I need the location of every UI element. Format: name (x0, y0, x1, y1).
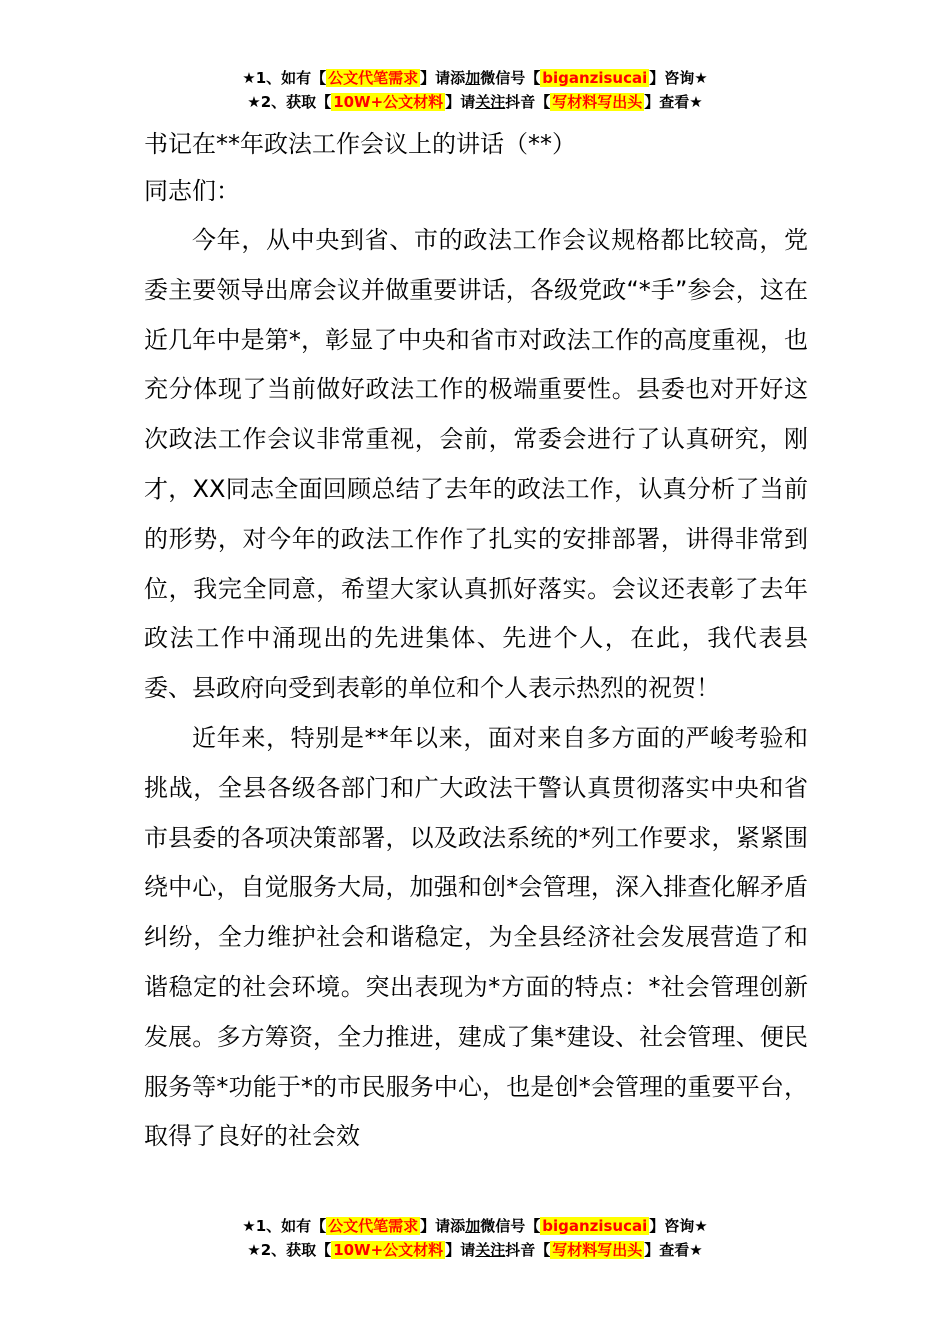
promo-line-1 (0, 1214, 950, 1238)
promo-text: 】请 (445, 93, 476, 111)
promo-text: 关注 (475, 1241, 506, 1259)
promo-text: 抖音【 (505, 93, 551, 111)
promo-highlight: biganzisucai (542, 1217, 648, 1235)
promo-text: 微信号【 (480, 69, 541, 87)
promo-highlight: 写材料写出头 (552, 93, 643, 111)
promo-line-2 (0, 90, 950, 114)
promo-text: 】咨询★ (649, 1217, 708, 1235)
paragraph: 今年，从中央到省、市的政法工作会议规格都比较高，党委主要领导出席会议并做重要讲话，各级党政“*手”参会，这在近几年中是第*，彰显了中央和省市对政法工作的高度重视，也充分体现了当前做好政法工作的极端重要性。县委也对开好这次政法工作会议非常重视，会前，常委会进行了认真研究，刚才，XX同志全面回顾总结了去年的政法工作，认真分析了当前的形势，对今年的政法工作作了扎实的安排部署，讲得非常到位，我完全同意，希望大家认真抓好落实。会议还表彰了去年政法工作中涌现出的先进集体、先进个人，在此，我代表县委、县政府向受到表彰的单位和个人表示热烈的祝贺！ (144, 226, 808, 703)
promo-text: 】咨询★ (649, 69, 708, 87)
promo-banner-bottom (0, 1214, 950, 1262)
promo-highlight: 写材料写出头 (552, 1241, 643, 1259)
paragraph: 近年来，特别是**年以来，面对来自多方面的严峻考验和挑战，全县各级各部门和广大政法干警认真贯彻落实中央和省市县委的各项决策部署，以及政法系统的*列工作要求，紧紧围绕中心，自觉服务大局，加强和创*会管理，深入排查化解矛盾纠纷，全力维护社会和谐稳定，为全县经济社会发展营造了和谐稳定的社会环境。突出表现为*方面的特点：*社会管理创新发展。多方筹资，全力推进，建成了集*建设、社会管理、便民服务等*功能于*的市民服务中心，也是创*会管理的重要平台，取得了良好的社会效 (144, 723, 808, 1151)
promo-text: ★2、获取【 (247, 1241, 332, 1259)
promo-highlight: 10W+公文材料 (333, 93, 444, 111)
promo-text: 抖音【 (505, 1241, 551, 1259)
promo-highlight: biganzisucai (542, 69, 648, 87)
promo-text: 微信号【 (480, 1217, 541, 1235)
promo-text: 加 (465, 1217, 481, 1235)
promo-line-2 (0, 1238, 950, 1262)
promo-text: ★2、获取【 (247, 93, 332, 111)
promo-text: ★1、如有【 (242, 1217, 327, 1235)
promo-banner-top (0, 66, 950, 114)
promo-highlight: 10W+公文材料 (333, 1241, 444, 1259)
promo-text: 关注 (475, 93, 506, 111)
promo-text: 】请添 (420, 69, 466, 87)
promo-text: ★1、如有【 (242, 69, 327, 87)
promo-text: 】请 (445, 1241, 476, 1259)
promo-text: 】请添 (420, 1217, 466, 1235)
promo-text: 】查看★ (644, 1241, 703, 1259)
promo-highlight: 公文代笔需求 (328, 1217, 419, 1235)
promo-highlight: 公文代笔需求 (328, 69, 419, 87)
promo-line-1 (0, 66, 950, 90)
promo-text: 】查看★ (644, 93, 703, 111)
document-body (144, 122, 808, 1162)
promo-text: 加 (465, 69, 481, 87)
salutation: 同志们： (144, 177, 240, 205)
document-title: 书记在**年政法工作会议上的讲话（**） (144, 130, 576, 158)
